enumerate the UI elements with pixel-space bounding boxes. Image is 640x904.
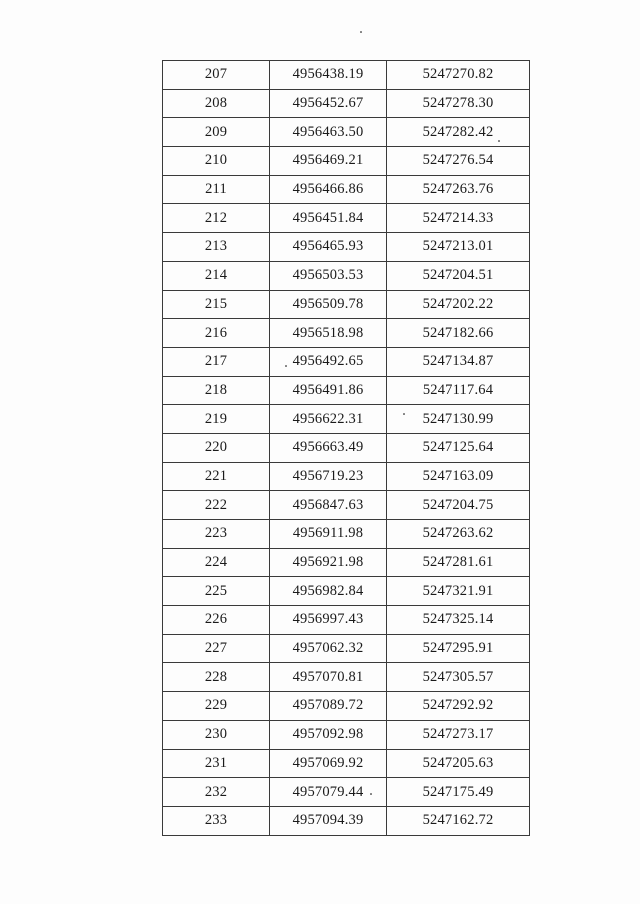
point-number-cell: 225: [163, 577, 270, 606]
table-row: [163, 290, 530, 319]
table-row: [163, 720, 530, 749]
table-row: [163, 778, 530, 807]
y-coordinate-cell: 5247281.61: [387, 548, 530, 577]
x-coordinate-cell: 4956469.21: [270, 147, 387, 176]
table-row: [163, 520, 530, 549]
y-coordinate-cell: 5247117.64: [387, 376, 530, 405]
x-coordinate-cell: 4957079.44: [270, 778, 387, 807]
table-row: [163, 749, 530, 778]
point-number-cell: 230: [163, 720, 270, 749]
x-coordinate-cell: 4956438.19: [270, 61, 387, 90]
point-number-cell: 228: [163, 663, 270, 692]
x-coordinate-cell: 4956622.31: [270, 405, 387, 434]
table-row: [163, 147, 530, 176]
point-number-cell: 233: [163, 806, 270, 835]
y-coordinate-cell: 5247295.91: [387, 634, 530, 663]
point-number-cell: 221: [163, 462, 270, 491]
point-number-cell: 224: [163, 548, 270, 577]
x-coordinate-cell: 4957089.72: [270, 692, 387, 721]
y-coordinate-cell: 5247325.14: [387, 606, 530, 635]
y-coordinate-cell: 5247214.33: [387, 204, 530, 233]
y-coordinate-cell: 5247204.75: [387, 491, 530, 520]
x-coordinate-cell: 4957094.39: [270, 806, 387, 835]
x-coordinate-cell: 4956492.65: [270, 347, 387, 376]
point-number-cell: 209: [163, 118, 270, 147]
x-coordinate-cell: 4957070.81: [270, 663, 387, 692]
y-coordinate-cell: 5247175.49: [387, 778, 530, 807]
point-number-cell: 219: [163, 405, 270, 434]
y-coordinate-cell: 5247263.76: [387, 175, 530, 204]
y-coordinate-cell: 5247263.62: [387, 520, 530, 549]
y-coordinate-cell: 5247321.91: [387, 577, 530, 606]
x-coordinate-cell: 4956452.67: [270, 89, 387, 118]
point-number-cell: 211: [163, 175, 270, 204]
point-number-cell: 218: [163, 376, 270, 405]
y-coordinate-cell: 5247125.64: [387, 433, 530, 462]
x-coordinate-cell: 4956503.53: [270, 261, 387, 290]
y-coordinate-cell: 5247282.42: [387, 118, 530, 147]
point-number-cell: 212: [163, 204, 270, 233]
y-coordinate-cell: 5247273.17: [387, 720, 530, 749]
y-coordinate-cell: 5247278.30: [387, 89, 530, 118]
x-coordinate-cell: 4957069.92: [270, 749, 387, 778]
table-row: [163, 606, 530, 635]
point-number-cell: 208: [163, 89, 270, 118]
x-coordinate-cell: 4956719.23: [270, 462, 387, 491]
y-coordinate-cell: 5247276.54: [387, 147, 530, 176]
x-coordinate-cell: 4956982.84: [270, 577, 387, 606]
x-coordinate-cell: 4956451.84: [270, 204, 387, 233]
table-row: [163, 233, 530, 262]
table-row: [163, 89, 530, 118]
y-coordinate-cell: 5247270.82: [387, 61, 530, 90]
table-row: [163, 806, 530, 835]
x-coordinate-cell: 4956997.43: [270, 606, 387, 635]
point-number-cell: 222: [163, 491, 270, 520]
table-row: [163, 405, 530, 434]
y-coordinate-cell: 5247130.99: [387, 405, 530, 434]
point-number-cell: 213: [163, 233, 270, 262]
table-row: [163, 577, 530, 606]
y-coordinate-cell: 5247134.87: [387, 347, 530, 376]
x-coordinate-cell: 4956663.49: [270, 433, 387, 462]
coordinates-table: [162, 60, 530, 836]
y-coordinate-cell: 5247292.92: [387, 692, 530, 721]
point-number-cell: 210: [163, 147, 270, 176]
y-coordinate-cell: 5247163.09: [387, 462, 530, 491]
table-row: [163, 61, 530, 90]
y-coordinate-cell: 5247205.63: [387, 749, 530, 778]
table-row: [163, 634, 530, 663]
table-row: [163, 376, 530, 405]
x-coordinate-cell: 4956911.98: [270, 520, 387, 549]
table-row: [163, 491, 530, 520]
table-row: [163, 663, 530, 692]
point-number-cell: 220: [163, 433, 270, 462]
y-coordinate-cell: 5247202.22: [387, 290, 530, 319]
y-coordinate-cell: 5247204.51: [387, 261, 530, 290]
scan-speck: [360, 31, 362, 33]
point-number-cell: 216: [163, 319, 270, 348]
y-coordinate-cell: 5247213.01: [387, 233, 530, 262]
table-row: [163, 347, 530, 376]
x-coordinate-cell: 4956491.86: [270, 376, 387, 405]
table-row: [163, 433, 530, 462]
table-row: [163, 692, 530, 721]
x-coordinate-cell: 4956921.98: [270, 548, 387, 577]
point-number-cell: 223: [163, 520, 270, 549]
x-coordinate-cell: 4956466.86: [270, 175, 387, 204]
point-number-cell: 214: [163, 261, 270, 290]
point-number-cell: 227: [163, 634, 270, 663]
point-number-cell: 229: [163, 692, 270, 721]
point-number-cell: 215: [163, 290, 270, 319]
point-number-cell: 217: [163, 347, 270, 376]
point-number-cell: 226: [163, 606, 270, 635]
x-coordinate-cell: 4957092.98: [270, 720, 387, 749]
table-row: [163, 175, 530, 204]
x-coordinate-cell: 4957062.32: [270, 634, 387, 663]
y-coordinate-cell: 5247182.66: [387, 319, 530, 348]
point-number-cell: 232: [163, 778, 270, 807]
point-number-cell: 231: [163, 749, 270, 778]
x-coordinate-cell: 4956518.98: [270, 319, 387, 348]
table-row: [163, 462, 530, 491]
coordinates-table-body: [163, 61, 530, 836]
x-coordinate-cell: 4956465.93: [270, 233, 387, 262]
y-coordinate-cell: 5247162.72: [387, 806, 530, 835]
table-row: [163, 118, 530, 147]
y-coordinate-cell: 5247305.57: [387, 663, 530, 692]
x-coordinate-cell: 4956847.63: [270, 491, 387, 520]
x-coordinate-cell: 4956463.50: [270, 118, 387, 147]
table-row: [163, 261, 530, 290]
table-row: [163, 204, 530, 233]
table-row: [163, 319, 530, 348]
point-number-cell: 207: [163, 61, 270, 90]
table-row: [163, 548, 530, 577]
x-coordinate-cell: 4956509.78: [270, 290, 387, 319]
